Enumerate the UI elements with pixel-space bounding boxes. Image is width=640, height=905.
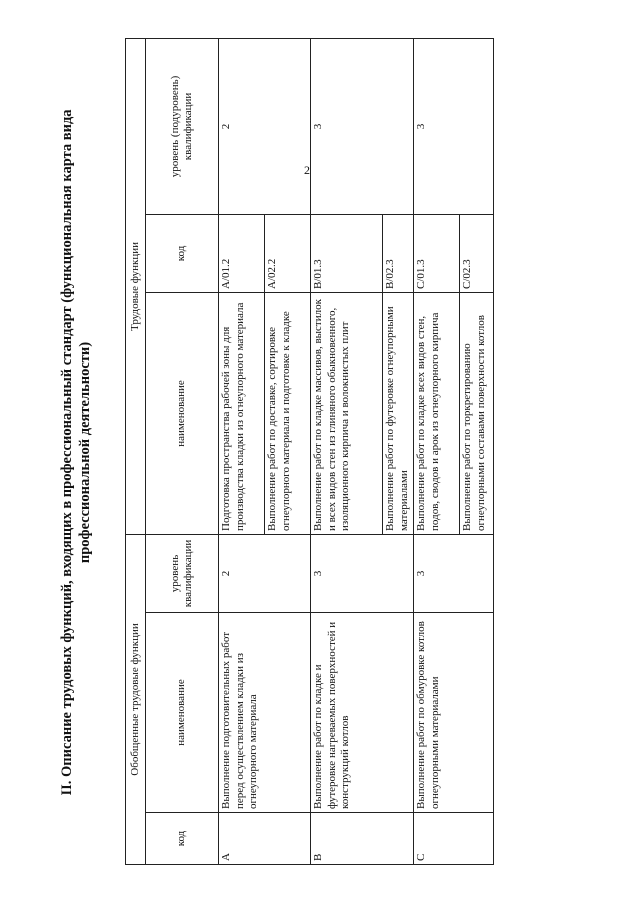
- tf-code: B/01.3: [311, 214, 383, 292]
- section-heading: [58, 40, 94, 865]
- heading-line-1: II. Описание трудовых функций, входящих в профессиональный стандарт (функциональная карта вида: [59, 109, 75, 796]
- functional-map-table: [125, 38, 494, 865]
- header-generalized: Обобщенные трудовые функции: [126, 534, 146, 864]
- page-number: 2: [304, 163, 310, 177]
- tf-name: Выполнение работ по кладке всех видов стен, подов, сводов и арок из огнеупорного кирпича: [414, 292, 460, 534]
- header-row-columns: [146, 38, 219, 864]
- header-tf-code: код: [146, 214, 219, 292]
- gf-code: B: [311, 813, 414, 865]
- tf-code: C/02.3: [460, 214, 494, 292]
- header-gf-level: уровень квалификации: [146, 534, 219, 612]
- header-tf-name: наименование: [146, 292, 219, 534]
- gf-name: Выполнение подготовительных работ перед осуществлением кладки из огнеупорного материала: [219, 613, 311, 813]
- table-row: [219, 38, 265, 864]
- heading-line-2: профессиональной деятельности): [77, 341, 93, 564]
- tf-level: 3: [311, 38, 414, 214]
- header-gf-name: наименование: [146, 613, 219, 813]
- tf-code: A/01.2: [219, 214, 265, 292]
- gf-level: 3: [311, 534, 414, 612]
- gf-name: Выполнение работ по кладке и футеровке нагреваемых поверхностей и конструкций котлов: [311, 613, 414, 813]
- gf-level: 3: [414, 534, 494, 612]
- table-row: [311, 38, 383, 864]
- gf-name: Выполнение работ по обмуровке котлов огнеупорными материалами: [414, 613, 494, 813]
- gf-code: C: [414, 813, 494, 865]
- header-gf-code: код: [146, 813, 219, 865]
- tf-name: Подготовка пространства рабочей зоны для производства кладки из огнеупорного материала: [219, 292, 265, 534]
- header-functions: Трудовые функции: [126, 38, 146, 534]
- gf-level: 2: [219, 534, 311, 612]
- tf-name: Выполнение работ по торкретированию огнеупорными составами поверхности котлов: [460, 292, 494, 534]
- tf-code: B/02.3: [383, 214, 414, 292]
- tf-code: C/01.3: [414, 214, 460, 292]
- tf-name: Выполнение работ по доставке, сортировке огнеупорного материала и подготовке к кладке: [265, 292, 311, 534]
- tf-name: Выполнение работ по кладке массивов, выстилок и всех видов стен из глиняного обыкновенного, изоляционного кирпича и волокнистых плит: [311, 292, 383, 534]
- gf-code: A: [219, 813, 311, 865]
- header-row-groups: [126, 38, 146, 864]
- tf-code: A/02.2: [265, 214, 311, 292]
- tf-name: Выполнение работ по футеровке огнеупорными материалами: [383, 292, 414, 534]
- header-tf-level: уровень (подуровень) квалификации: [146, 38, 219, 214]
- tf-level: 2: [219, 38, 311, 214]
- table-row: [414, 38, 460, 864]
- tf-level: 3: [414, 38, 494, 214]
